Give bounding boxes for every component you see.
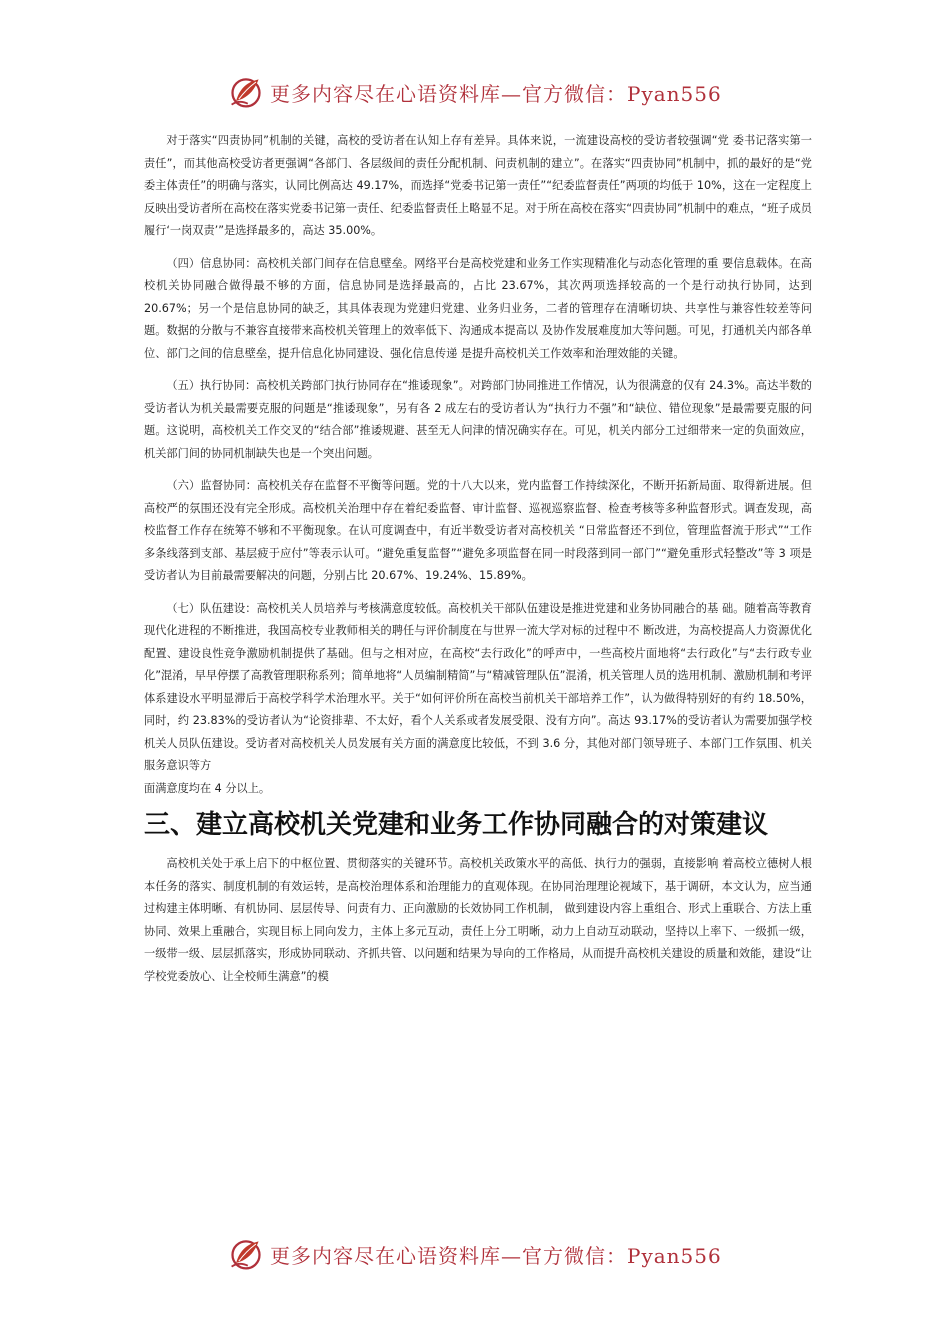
paragraph-team-building: （七）队伍建设：高校机关人员培养与考核满意度较低。高校机关干部队伍建设是推进党建和业务协同融合的基 础。随着高等教育现代化进程的不断推进，我国高校专业教师相关的聘任与评价制度在与世界一流大学对标的过程中不 断改进，为高校提高人力资源优化配置、建设良性竞争激励机制提供了基础。但与之相对应，在高校“去行政化”的呼声中，一些高校片面地将“去行政化”与“去行政专业化”混淆，早早停摆了高教管理职称系列；简单地将“人员编制精简”与“精减管理队伍”混淆，机关管理人员的选用机制、激励机制和考评体系建设水平明显滞后于高校学科学术治理水平。关于“如何评价所在高校当前机关干部培养工作”，认为做得特别好的有约 18.50%，同时，约 23.83%的受访者认为“论资排辈、不太好，看个人关系或者发展受限、没有方向”。高达 93.17%的受访者认为需要加强学校机关人员队伍建设。受访者对高校机关人员发展有关方面的满意度比较低，不到 3.6 分，其他对部门领导班子、本部门工作氛围、机关服务意识等方 — [144, 601, 812, 772]
paragraph-four-responsibility: 对于落实“四责协同”机制的关键，高校的受访者在认知上存有差异。具体来说，一流建设高校的受访者较强调“党 委书记落实第一责任”，而其他高校受访者更强调“各部门、各层级间的责任分配机制、问责机制的建立”。在落实“四责协同”机制中，抓的最好的是“党委主体责任”的明确与落实，认同比例高达 49.17%，而选择“党委书记第一责任”“纪委监督责任”两项的均低于 10%，这在一定程度上反映出受访者所在高校在落实党委书记第一责任、纪委监督责任上略显不足。对于所在高校在落实“四责协同”机制中的难点，“班子成员履行‘一岗双责’”是选择最多的，高达 35.00%。 — [144, 134, 812, 237]
paragraph-team-building-tail: 面满意度均在 4 分以上。 — [144, 781, 271, 795]
document-body — [144, 130, 812, 998]
paragraph-countermeasures: 高校机关处于承上启下的中枢位置、贯彻落实的关键环节。高校机关政策水平的高低、执行力的强弱，直接影响 着高校立德树人根本任务的落实、制度机制的有效运转，是高校治理体系和治理能力的直观体现。在协同治理理论视域下，基于调研，本文认为，应当通过构建主体明晰、有机协同、层层传导、问责有力、正向激励的长效协同工作机制， 做到建设内容上重组合、形式上重联合、方法上重协同、效果上重融合，实现目标上同向发力，主体上多元互动，责任上分工明晰，动力上自动互动联动，坚持以上率下、一级抓一级，一级带一级、层层抓落实，形成协同联动、齐抓共管、以问题和结果为导向的工作格局，从而提升高校机关建设的质量和效能，建设“让学校党委放心、让全校师生满意”的模 — [144, 857, 812, 983]
leaf-logo-icon — [228, 74, 264, 110]
paragraph-execution-collaboration: （五）执行协同：高校机关跨部门执行协同存在“推诿现象”。对跨部门协同推进工作情况，认为很满意的仅有 24.3%。高达半数的受访者认为机关最需要克服的问题是“推诿现象”，另有各 2 成左右的受访者认为“执行力不强”和“缺位、错位现象”是最需要克服的问题。这说明，高校机关工作交叉的“结合部”推诿规避、甚至无人问津的情况确实存在。可见，机关内部分工过细带来一定的负面效应，机关部门间的协同机制缺失也是一个突出问题。 — [144, 379, 812, 460]
header-banner-text: 更多内容尽在心语资料库—官方微信：Pyan556 — [270, 81, 722, 106]
section-heading: 三、建立高校机关党建和业务工作协同融合的对策建议 — [144, 810, 769, 840]
paragraph-supervision-collaboration: （六）监督协同：高校机关存在监督不平衡等问题。党的十八大以来，党内监督工作持续深化，不断开拓新局面、取得新进展。但高校严的氛围还没有完全形成。高校机关治理中存在着纪委监督、审计监督、巡视巡察监督、检查考核等多种监督形式。调查发现，高校监督工作存在统筹不够和不平衡现象。在认可度调查中，有近半数受访者对高校机关 “日常监督还不到位，管理监督流于形式”“工作多条线落到支部、基层疲于应付”等表示认可。“避免重复监督”“避免多项监督在同一时段落到同一部门”“避免重形式轻整改”等 3 项是受访者认为目前最需要解决的问题，分别占比 20.67%、19.24%、15.89%。 — [144, 479, 812, 582]
header-banner — [228, 72, 748, 112]
paragraph-info-collaboration: （四）信息协同：高校机关部门间存在信息壁垒。网络平台是高校党建和业务工作实现精准化与动态化管理的重 要信息载体。在高校机关协同融合做得最不够的方面，信息协同是选择最高的，占比 23.67%，其次两项选择较高的一个是行动执行协同，达到 20.67%；另一个是信息协同的缺乏，其具体表现为党建归党建、业务归业务，二者的管理存在清晰切块、共享性与兼容性较差等问题。数据的分散与不兼容直接带来高校机关管理上的效率低下、沟通成本提高以 及协作发展难度加大等问题。可见，打通机关内部各单位、部门之间的信息壁垒，提升信息化协同建设、强化信息传递 是提升高校机关工作效率和治理效能的关键。 — [144, 256, 812, 360]
footer-banner — [228, 1234, 748, 1274]
leaf-logo-icon — [228, 1236, 264, 1272]
footer-banner-text: 更多内容尽在心语资料库—官方微信：Pyan556 — [270, 1243, 722, 1268]
